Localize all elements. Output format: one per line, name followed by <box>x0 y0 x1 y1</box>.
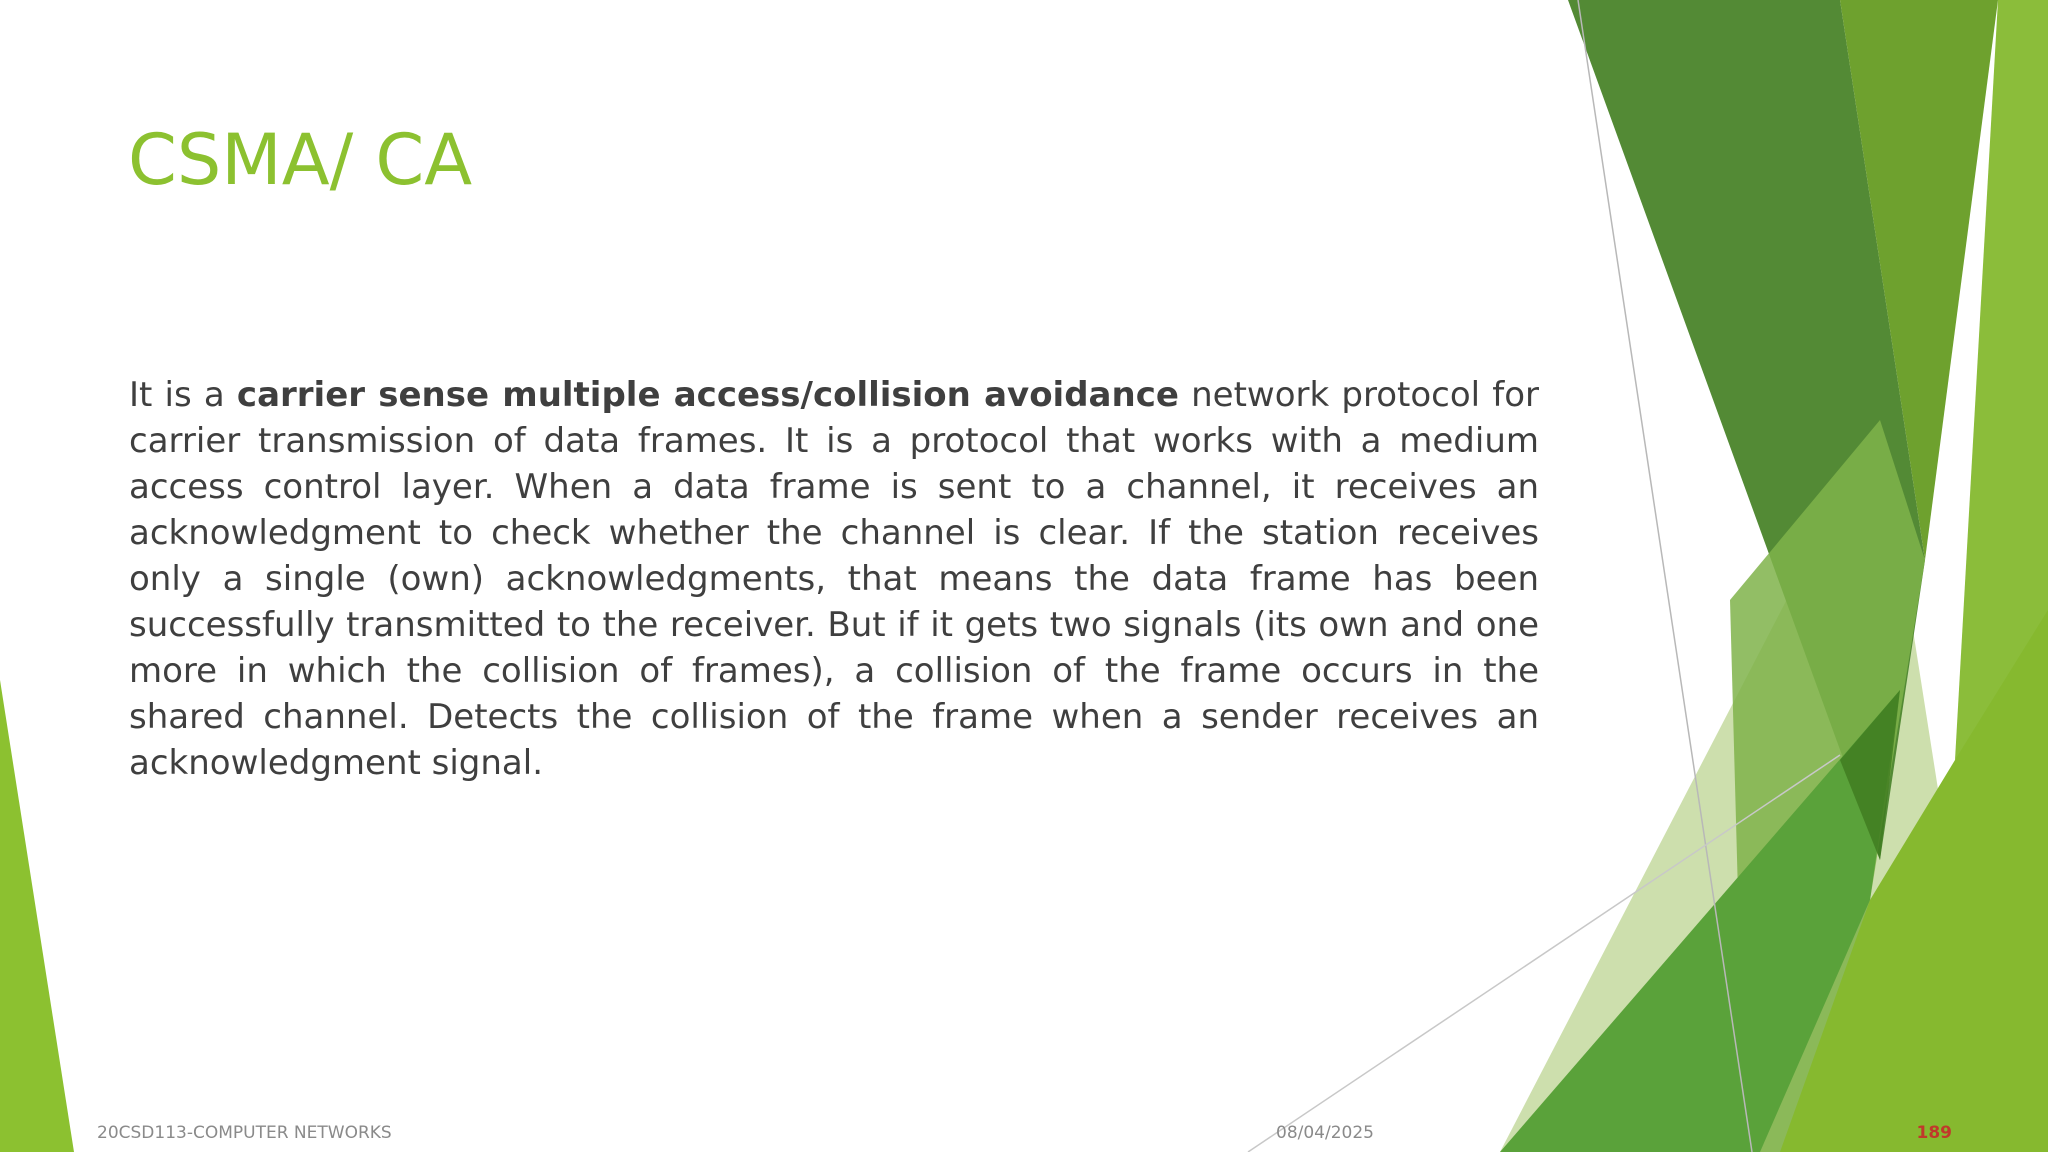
body-paragraph <box>129 372 1539 786</box>
left-accent-shape <box>0 680 74 1152</box>
body-intro: It is a <box>129 375 237 415</box>
page-number: 189 <box>1916 1123 1952 1143</box>
footer-date: 08/04/2025 <box>1276 1123 1374 1143</box>
body-bold-term: carrier sense multiple access/collision avoidance <box>236 375 1179 415</box>
slide-title: CSMA/ CA <box>128 119 473 201</box>
body-rest: network protocol for carrier transmission of data frames. It is a protocol that works with a medium access control layer. When a data frame is sent to a channel, it receives an acknowledgment to check whether the channel is clear. If the station receives only a single (own) acknowledgments, that means the data frame has been successfully transmitted to the receiver. But if it gets two signals (its own and one more in which the collision of frames), a collision of the frame occurs in the shared channel. Detects the collision of the frame when a sender receives an acknowledgment signal. <box>129 375 1540 783</box>
footer-course: 20CSD113-COMPUTER NETWORKS <box>97 1123 392 1143</box>
